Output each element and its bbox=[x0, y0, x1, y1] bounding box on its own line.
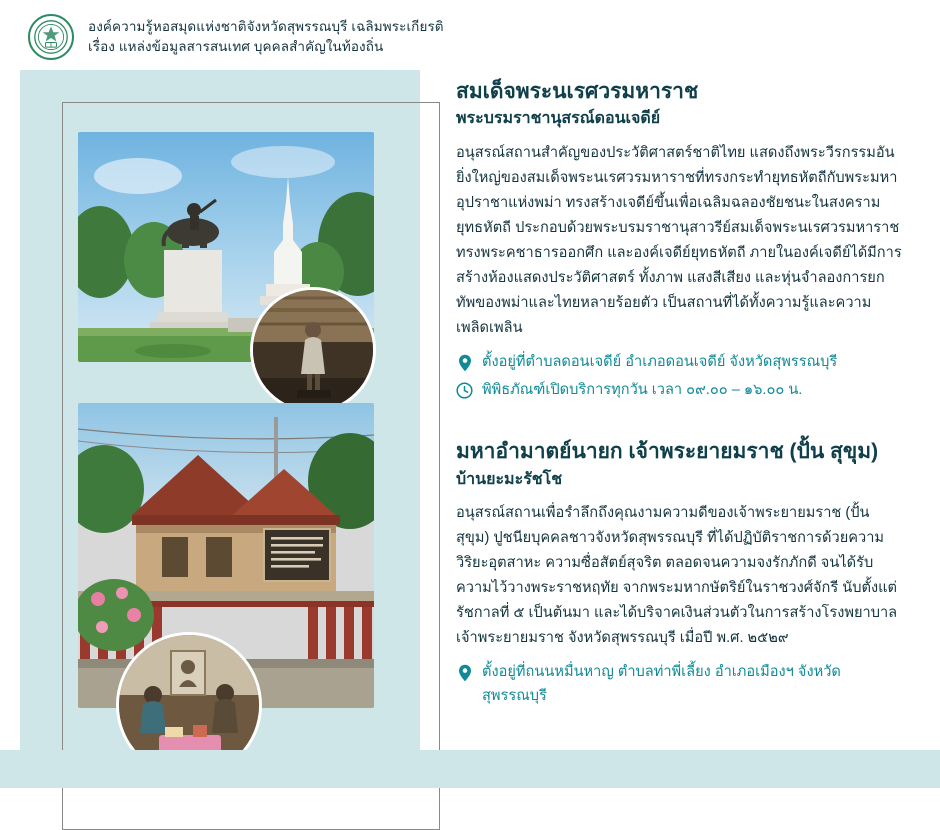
section-subtitle: พระบรมราชานุสรณ์ดอนเจดีย์ bbox=[456, 110, 661, 128]
location-pin-icon bbox=[456, 353, 473, 372]
section-naresuan bbox=[456, 78, 902, 402]
section-body: อนุสรณ์สถานสำคัญของประวัติศาสตร์ชาติไทย แสดงถึงพระวีรกรรมอันยิ่งใหญ่ของสมเด็จพระนเรศวรมหาราชที่ทรงกระทำยุทธหัตถีกับพระมหาอุปราชาแห่งพม่า ทรงสร้างเจดีย์ขึ้นเพื่อเฉลิมฉลองชัยชนะในสงครามยุทธหัตถี ประกอบด้วยพระบรมราชานุสาวรีย์สมเด็จพระนเรศวรมหาราชทรงพระคชาธารออกศึก และองค์เจดีย์ยุทธหัตถี ภายในองค์เจดีย์ได้มีการสร้างห้องแสดงประวัติศาสตร์ ทั้งภาพ แสงสีเสียง และหุ่นจำลองการยกทัพของพม่าและไทยหลายร้อยตัว เป็นสถานที่ได้ทั้งความรู้และความเพลิดเพลิน bbox=[456, 144, 902, 337]
photo-history-exhibit-circle bbox=[250, 287, 376, 413]
meta-hours bbox=[456, 379, 902, 402]
section-title: สมเด็จพระนเรศวรมหาราช bbox=[456, 80, 699, 103]
meta-location bbox=[456, 661, 902, 708]
section-yamaraj bbox=[456, 438, 902, 708]
image-gallery bbox=[0, 70, 440, 770]
section-title: มหาอำมาตย์นายก เจ้าพระยายมราช (ปั้น สุขุม) bbox=[456, 440, 879, 464]
page-header bbox=[0, 0, 940, 70]
clock-icon bbox=[456, 381, 473, 400]
seal-emblem-icon bbox=[28, 14, 74, 60]
location-pin-icon bbox=[456, 663, 473, 682]
content-column bbox=[440, 70, 920, 770]
header-text-block bbox=[88, 17, 444, 56]
meta-location-text: ตั้งอยู่ที่ถนนหมื่นหาญ ตำบลท่าพี่เลี้ยง อำเภอเมืองฯ จังหวัดสุพรรณบุรี bbox=[482, 664, 841, 704]
header-line-1: องค์ความรู้หอสมุดแห่งชาติจังหวัดสุพรรณบุรี เฉลิมพระเกียรติ bbox=[88, 19, 444, 35]
section-body: อนุสรณ์สถานเพื่อรำลึกถึงคุณงามความดีของเจ้าพระยายมราช (ปั้น สุขุม) ปูชนียบุคคลชาวจังหวัดสุพรรณบุรี ที่ได้ปฏิบัติราชการด้วยความวิริยะอุตสาหะ ความซื่อสัตย์สุจริต ตลอดจนความจงรักภักดี จนได้รับความไว้วางพระราชหฤทัย จากพระมหากษัตริย์ในราชวงศ์จักรี นับตั้งแต่รัชกาลที่ ๕ เป็นต้นมา และได้บริจาคเงินส่วนตัวในการสร้างโรงพยาบาลเจ้าพระยายมราช จังหวัดสุพรรณบุรี เมื่อปี พ.ศ. ๒๕๒๙ bbox=[456, 504, 898, 647]
section-divider-space bbox=[456, 404, 902, 422]
meta-location bbox=[456, 351, 902, 374]
header-line-2: เรื่อง แหล่งข้อมูลสารสนเทศ บุคคลสำคัญในท้องถิ่น bbox=[88, 39, 384, 54]
bottom-teal-band bbox=[0, 750, 940, 788]
meta-hours-text: พิพิธภัณฑ์เปิดบริการทุกวัน เวลา ๐๙.๐๐ – ๑๖.๐๐ น. bbox=[482, 381, 803, 398]
section-subtitle: บ้านยะมะรัชโช bbox=[456, 470, 563, 488]
meta-location-text: ตั้งอยู่ที่ตำบลดอนเจดีย์ อำเภอดอนเจดีย์ จังหวัดสุพรรณบุรี bbox=[482, 354, 838, 371]
page-body bbox=[0, 70, 940, 770]
